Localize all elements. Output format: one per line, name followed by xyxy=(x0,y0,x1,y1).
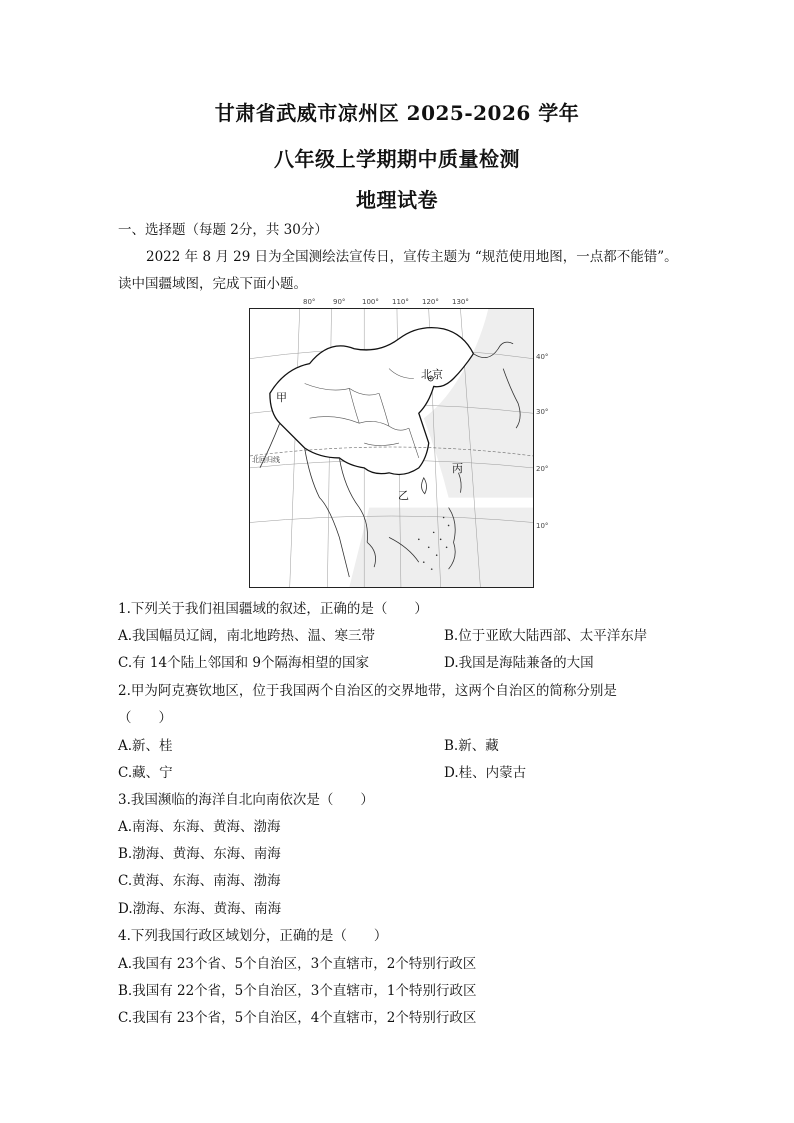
question-2-option-d: D.桂、内蒙古 xyxy=(444,765,527,781)
exam-subject-title: 地理试卷 xyxy=(356,188,438,212)
longitude-label: 120° xyxy=(422,298,439,306)
map-label-jia: 甲 xyxy=(276,391,287,404)
question-2-option-a: A.新、桂 xyxy=(118,738,173,754)
question-1-option-c: C.有 14个陆上邻国和 9个隔海相望的国家 xyxy=(118,655,369,671)
latitude-label: 20° xyxy=(536,465,549,473)
question-4-stem: 4.下列我国行政区域划分，正确的是（ ） xyxy=(118,928,388,944)
longitude-label: 130° xyxy=(452,298,469,306)
question-3-option-a: A.南海、东海、黄海、渤海 xyxy=(118,819,281,835)
china-territory-map xyxy=(249,308,534,588)
question-3-option-d: D.渤海、东海、黄海、南海 xyxy=(118,901,282,917)
latitude-label: 10° xyxy=(536,522,549,530)
map-label-yi: 乙 xyxy=(398,489,409,502)
map-drawing xyxy=(250,309,533,587)
longitude-label: 110° xyxy=(392,298,409,306)
question-4-option-b: B.我国有 22个省，5个自治区，3个直辖市，1个特别行政区 xyxy=(118,983,477,999)
section-heading: 一、选择题（每题 2分，共 30分） xyxy=(118,222,328,238)
question-2-option-c: C.藏、宁 xyxy=(118,765,173,781)
intro-line-2: 读中国疆域图，完成下面小题。 xyxy=(118,276,307,292)
map-label-bing: 丙 xyxy=(452,462,463,475)
question-2-stem: 2.甲为阿克赛钦地区，位于我国两个自治区的交界地带，这两个自治区的简称分别是 xyxy=(118,683,617,699)
question-4-option-c: C.我国有 23个省，5个自治区，4个直辖市，2个特别行政区 xyxy=(118,1010,477,1026)
question-3-stem: 3.我国濒临的海洋自北向南依次是（ ） xyxy=(118,792,374,808)
longitude-label: 100° xyxy=(362,298,379,306)
exam-title-line2: 八年级上学期期中质量检测 xyxy=(274,147,520,171)
latitude-label: 40° xyxy=(536,353,549,361)
map-label-beijing: 北京 xyxy=(421,368,443,381)
map-label-tropic-of-cancer: 北回归线 xyxy=(252,456,280,464)
latitude-label: 30° xyxy=(536,408,549,416)
question-3-option-b: B.渤海、黄海、东海、南海 xyxy=(118,846,281,862)
intro-line-1: 2022 年 8 月 29 日为全国测绘法宣传日，宣传主题为 “规范使用地图，一点都不能错”。 xyxy=(146,249,678,265)
question-1-option-a: A.我国幅员辽阔，南北地跨热、温、寒三带 xyxy=(118,628,376,644)
question-1-stem: 1.下列关于我们祖国疆域的叙述，正确的是（ ） xyxy=(118,601,428,617)
exam-title-line1: 甘肃省武威市凉州区 2025-2026 学年 xyxy=(214,101,580,125)
question-1-option-d: D.我国是海陆兼备的大国 xyxy=(444,655,594,671)
longitude-label: 90° xyxy=(333,298,346,306)
longitude-label: 80° xyxy=(303,298,316,306)
question-4-option-a: A.我国有 23个省、5个自治区，3个直辖市，2个特别行政区 xyxy=(118,956,477,972)
question-2-option-b: B.新、藏 xyxy=(444,738,499,754)
question-3-option-c: C.黄海、东海、南海、渤海 xyxy=(118,873,281,889)
question-1-option-b: B.位于亚欧大陆西部、太平洋东岸 xyxy=(444,628,648,644)
question-2-stem-bracket: （ ） xyxy=(118,710,172,726)
